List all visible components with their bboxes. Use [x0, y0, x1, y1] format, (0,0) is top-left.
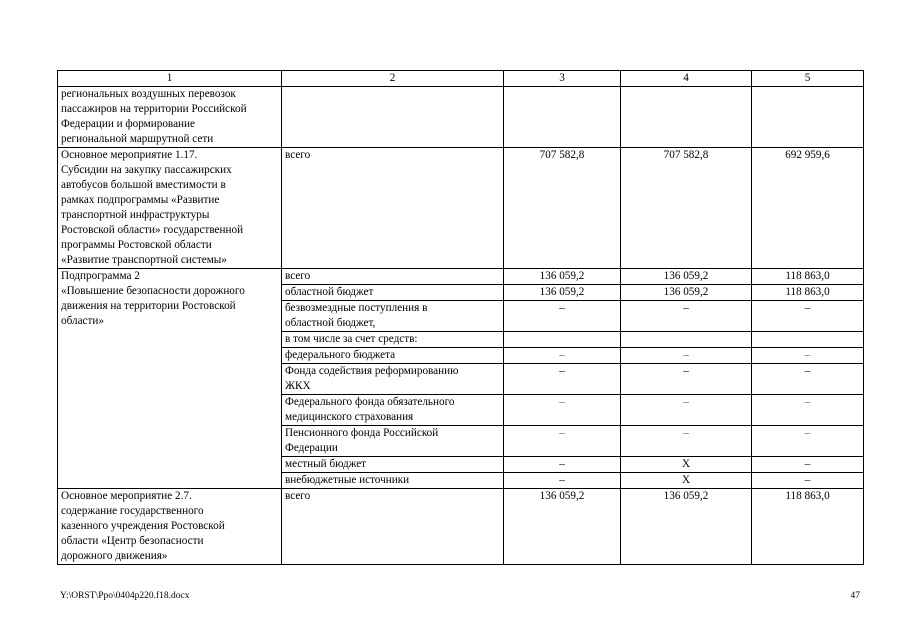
program-name-cell [58, 489, 282, 565]
cell-line: дорожного движения» [61, 550, 168, 562]
value-cell: – [504, 473, 621, 489]
budget-table [57, 70, 864, 565]
cell-line: Основное мероприятие 2.7. [61, 490, 192, 502]
column-header: 4 [621, 71, 752, 87]
value-cell [621, 332, 752, 348]
value-cell: – [621, 395, 752, 426]
source-cell: в том числе за счет средств: [282, 332, 504, 348]
value-cell [621, 87, 752, 148]
cell-line: Подпрограмма 2 [61, 270, 140, 282]
column-header: 1 [58, 71, 282, 87]
value-cell: 136 059,2 [621, 489, 752, 565]
source-cell: всего [282, 489, 504, 565]
cell-line: Субсидии на закупку пассажирских [61, 164, 232, 176]
value-cell: 136 059,2 [621, 269, 752, 285]
value-cell: – [621, 426, 752, 457]
value-cell: – [504, 426, 621, 457]
column-header: 2 [282, 71, 504, 87]
cell-line: области» [61, 315, 104, 327]
value-cell: 707 582,8 [621, 148, 752, 269]
source-cell [282, 395, 504, 426]
table-row [58, 269, 864, 285]
cell-line: региональной маршрутной сети [61, 133, 214, 145]
source-cell [282, 87, 504, 148]
value-cell: – [504, 301, 621, 332]
program-name-cell [58, 87, 282, 148]
value-cell: – [752, 473, 864, 489]
value-cell [504, 332, 621, 348]
cell-line: медицинского страхования [285, 411, 414, 423]
cell-line: региональных воздушных перевозок [61, 88, 236, 100]
cell-line: Федерального фонда обязательного [285, 396, 455, 408]
table-row [58, 489, 864, 565]
cell-line: Пенсионного фонда Российской [285, 427, 439, 439]
value-cell: – [752, 426, 864, 457]
value-cell: 136 059,2 [621, 285, 752, 301]
page-number: 47 [850, 591, 860, 601]
value-cell: – [621, 348, 752, 364]
cell-line: казенного учреждения Ростовской [61, 520, 225, 532]
value-cell: – [752, 457, 864, 473]
value-cell [504, 87, 621, 148]
cell-line: Основное мероприятие 1.17. [61, 149, 198, 161]
cell-line: области «Центр безопасности [61, 535, 204, 547]
value-cell: – [504, 364, 621, 395]
cell-line: безвозмездные поступления в [285, 302, 428, 314]
table-row [58, 87, 864, 148]
cell-line: автобусов большой вместимости в [61, 179, 226, 191]
value-cell [752, 332, 864, 348]
source-cell [282, 426, 504, 457]
source-cell [282, 364, 504, 395]
value-cell: – [504, 395, 621, 426]
column-header: 3 [504, 71, 621, 87]
value-cell: 118 863,0 [752, 489, 864, 565]
value-cell: 118 863,0 [752, 285, 864, 301]
value-cell: Х [621, 457, 752, 473]
value-cell: 707 582,8 [504, 148, 621, 269]
source-cell: федерального бюджета [282, 348, 504, 364]
cell-line: Фонда содействия реформированию [285, 365, 459, 377]
program-name-cell [58, 148, 282, 269]
value-cell: – [504, 457, 621, 473]
cell-line: движения на территории Ростовской [61, 300, 236, 312]
value-cell: – [752, 301, 864, 332]
source-cell: всего [282, 148, 504, 269]
value-cell: 692 959,6 [752, 148, 864, 269]
cell-line: «Повышение безопасности дорожного [61, 285, 245, 297]
value-cell: 136 059,2 [504, 285, 621, 301]
program-name-cell [58, 269, 282, 489]
file-path: Y:\ORST\Ppo\0404p220.f18.docx [60, 591, 190, 601]
cell-line: программы Ростовской области [61, 239, 212, 251]
cell-line: Федерации [285, 442, 338, 454]
value-cell: – [504, 348, 621, 364]
cell-line: областной бюджет, [285, 317, 376, 329]
value-cell: – [752, 348, 864, 364]
table-header-row [58, 71, 864, 87]
cell-line: транспортной инфраструктуры [61, 209, 210, 221]
value-cell: 136 059,2 [504, 489, 621, 565]
cell-line: «Развитие транспортной системы» [61, 254, 227, 266]
value-cell: 118 863,0 [752, 269, 864, 285]
cell-line: Федерации и формирование [61, 118, 195, 130]
column-header: 5 [752, 71, 864, 87]
cell-line: пассажиров на территории Российской [61, 103, 247, 115]
source-cell: внебюджетные источники [282, 473, 504, 489]
source-cell: всего [282, 269, 504, 285]
table-row [58, 148, 864, 269]
cell-line: Ростовской области» государственной [61, 224, 244, 236]
value-cell [752, 87, 864, 148]
value-cell: Х [621, 473, 752, 489]
source-cell: областной бюджет [282, 285, 504, 301]
value-cell: – [621, 364, 752, 395]
value-cell: – [752, 395, 864, 426]
value-cell: – [621, 301, 752, 332]
cell-line: рамках подпрограммы «Развитие [61, 194, 220, 206]
cell-line: содержание государственного [61, 505, 204, 517]
source-cell [282, 301, 504, 332]
source-cell: местный бюджет [282, 457, 504, 473]
value-cell: 136 059,2 [504, 269, 621, 285]
cell-line: ЖКХ [285, 380, 311, 392]
value-cell: – [752, 364, 864, 395]
